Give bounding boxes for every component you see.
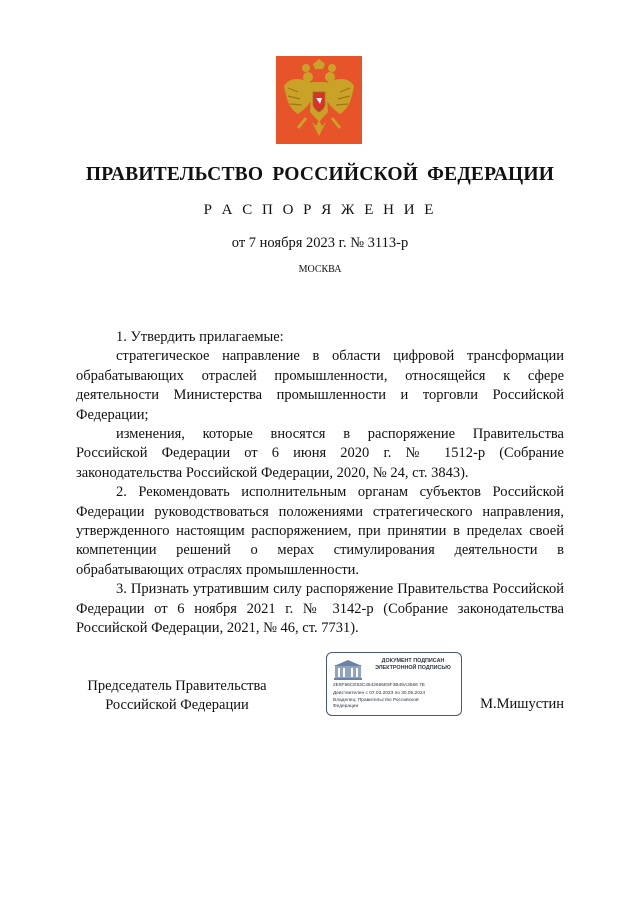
stamp-owner: Владелец: Правительство Российской — [333, 698, 419, 703]
stamp-owner: Федерации — [333, 704, 359, 709]
body-paragraph: стратегическое направление в области цифровой трансформации обрабатывающих отраслей промышленности, относящейся к сфере деятельности Министерства промышленности и торговли Российской Федерации; — [76, 348, 564, 423]
stamp-heading-line: ДОКУМЕНТ ПОДПИСАН — [381, 658, 445, 664]
document-type: Р А С П О Р Я Ж Е Н И Е — [203, 202, 437, 218]
government-building-icon — [333, 659, 363, 681]
russian-coat-of-arms-icon — [276, 56, 362, 144]
signatory-position-line: Российской Федерации — [105, 697, 249, 713]
body-paragraph: изменения, которые вносятся в распоряжение Правительства Российской Федерации от 6 июня 2020 г. № 1512-р (Собрание законодательства Российской Федерации, 2020, № 24, ст. 3843). — [76, 426, 564, 481]
stamp-validity: Действителен с 07.03.2023 по 30.05.2024 — [333, 691, 426, 696]
body-paragraph: 2. Рекомендовать исполнительным органам субъектов Российской Федерации руководствоваться положениями стратегического направления, утвержденного настоящим распоряжением, при принятии в пределах своей компетенции решений о мерах стимулирования деятельности в обрабатывающих отраслях промышленности. — [76, 484, 564, 578]
document-body — [76, 328, 564, 639]
body-paragraph: 1. Утвердить прилагаемые: — [116, 329, 284, 345]
signatory-name: М.Мишустин — [480, 696, 564, 712]
document-issuer-title: ПРАВИТЕЛЬСТВО РОССИЙСКОЙ ФЕДЕРАЦИИ — [85, 164, 555, 185]
electronic-signature-stamp — [326, 652, 462, 716]
document-dateline: от 7 ноября 2023 г. № 3113-р — [231, 235, 409, 251]
document-city: МОСКВА — [298, 264, 342, 275]
stamp-heading-line: ЭЛЕКТРОННОЙ ПОДПИСЬЮ — [375, 665, 451, 671]
stamp-serial: 2E6F96CE53C4642666E5F3B49A3566 7E — [333, 683, 426, 688]
body-paragraph: 3. Признать утратившим силу распоряжение Правительства Российской Федерации от 6 ноября 2021 г. № 3142-р (Собрание законодательства Российской Федерации, 2021, № 46, ст. 7731). — [76, 581, 564, 637]
signatory-position-line: Председатель Правительства — [87, 678, 267, 694]
stamp-heading — [367, 658, 459, 672]
signatory-position — [72, 677, 282, 715]
